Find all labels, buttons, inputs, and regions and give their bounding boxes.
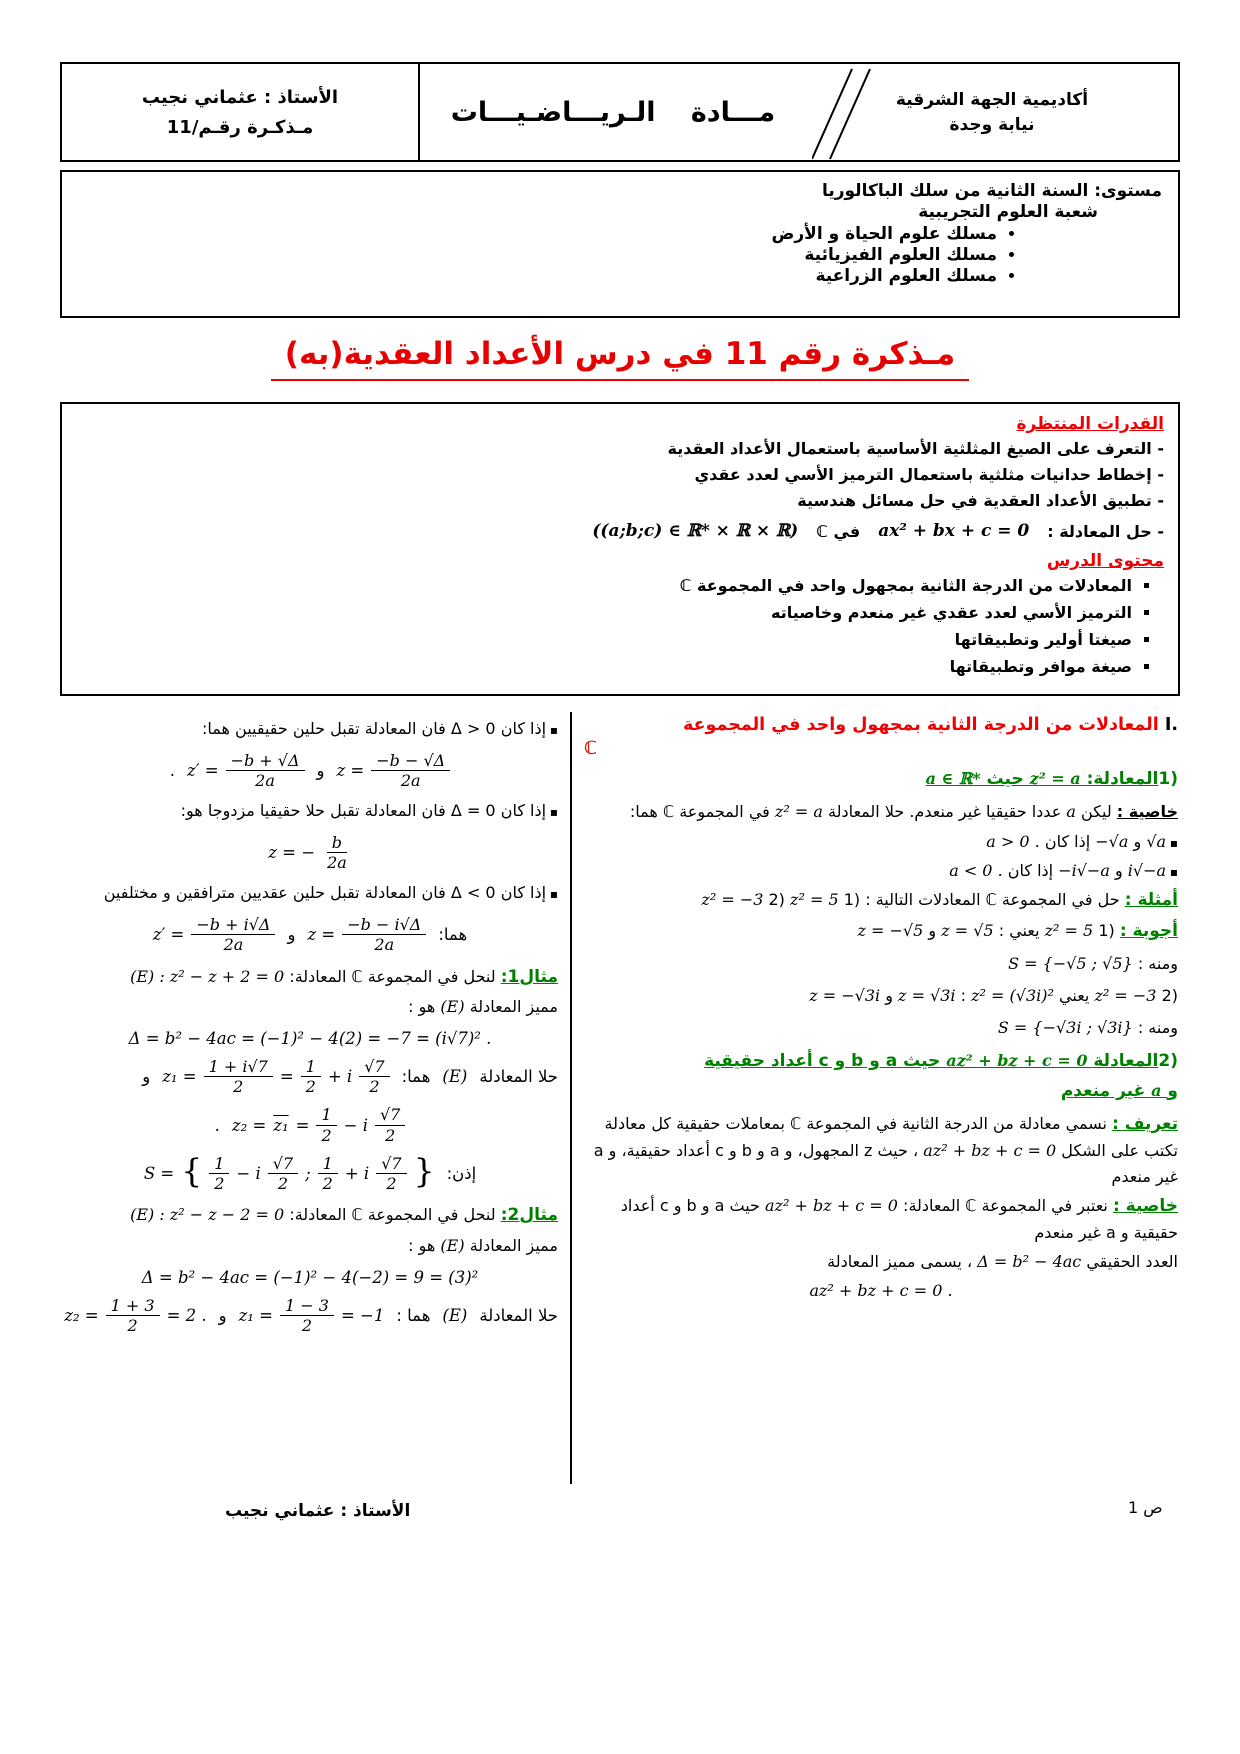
property-1-label: خاصية : — [1116, 802, 1178, 821]
denominator: 2a — [400, 770, 421, 790]
condition-positive: a > 0 . — [986, 831, 1040, 851]
numerator: 1 − 3 — [280, 1296, 334, 1316]
answer-2-solution-1: z = √3i — [898, 986, 956, 1006]
example-1-intro — [62, 964, 558, 992]
solution-z-prime — [187, 751, 305, 790]
z-lhs: z = — [307, 925, 336, 945]
z-lhs: z = − — [268, 843, 316, 863]
example-1-solution-set — [62, 1151, 558, 1193]
and-word: و — [142, 1067, 151, 1087]
equals: = — [279, 1067, 294, 1087]
solution-z1 — [162, 1057, 389, 1096]
heading-1-number: 1) — [1158, 769, 1178, 790]
separator: ; — [305, 1163, 311, 1183]
case-delta-zero — [62, 799, 558, 824]
close-brace: } — [413, 1151, 435, 1191]
definition — [584, 1111, 1178, 1190]
example-equation-2: z² = −3 — [701, 890, 764, 910]
teacher-name: الأستاذ : عثماني نجيب — [141, 86, 339, 108]
property-1-text-b: عددا حقيقيا غير منعدم. حلا المعادلة — [827, 802, 1062, 821]
numerator: −b − i√Δ — [342, 915, 426, 935]
and-word: و — [885, 986, 893, 1006]
numerator: 1 + i√7 — [204, 1057, 273, 1077]
heading-equation-2 — [584, 1047, 1178, 1107]
numerator: √7 — [376, 1154, 406, 1174]
page-number: ص 1 — [1128, 1498, 1163, 1517]
diagonal-lines-decoration — [812, 67, 884, 161]
fraction — [371, 751, 450, 790]
numerator: √7 — [268, 1154, 298, 1174]
denominator: 2a — [374, 935, 395, 955]
minus-i: − i — [343, 1115, 368, 1135]
denominator: 2 — [233, 1077, 244, 1097]
solution-z1 — [239, 1296, 385, 1335]
header-table — [60, 62, 1180, 162]
discriminant-computation: Δ = b² − 4ac = (−1)² − 4(−2) = 9 = (3)² — [141, 1267, 479, 1287]
heading-2-word: المعادلة — [1093, 1051, 1159, 1072]
answer-line-2 — [584, 983, 1178, 1009]
answer-1-index: 1) — [1098, 920, 1115, 940]
and-word: و — [1114, 861, 1123, 881]
fraction — [322, 833, 352, 872]
example-1-text: لنحل في المجموعة ℂ المعادلة: — [289, 966, 496, 986]
academy-delegation: نيابة وجدة — [949, 114, 1035, 135]
example-1-label: مثال1: — [500, 966, 558, 987]
memo-number: مـذكـرة رقـم/11 — [166, 116, 314, 138]
denominator: 2a — [327, 853, 347, 873]
denominator: 2 — [127, 1315, 138, 1335]
answer-2-solution-2: z = −√3i — [809, 986, 881, 1006]
denominator: 2 — [214, 1173, 225, 1193]
set-2-formula: S = {−√3i ; √3i} — [997, 1018, 1133, 1038]
equation-name: (E) — [440, 997, 465, 1017]
example-2-equation: (E) : z² − z − 2 = 0 — [130, 1205, 285, 1225]
case-delta-positive — [62, 717, 558, 742]
numerator: 1 + 3 — [106, 1296, 160, 1316]
column-divider — [570, 712, 572, 1484]
example-2-discriminant — [62, 1268, 558, 1287]
property-2-text-b: حيث a و b و c أعداد حقيقية و a غير منعدم — [620, 1195, 1178, 1243]
examples-text: حل في المجموعة ℂ المعادلات التالية : — [865, 890, 1120, 910]
property-2 — [584, 1193, 1178, 1246]
means-word: يعني — [1059, 986, 1090, 1006]
example-2-label: مثال2: — [500, 1205, 558, 1226]
contents-heading: محتوى الدرس — [1046, 551, 1164, 572]
denominator: 2a — [255, 770, 275, 790]
fraction — [191, 915, 275, 954]
solution-set-1 — [584, 951, 1178, 977]
list-item: ▪ المعادلات من الدرجة الثانية بمجهول واحد في المجموعة ℂ — [76, 574, 1132, 599]
fraction — [280, 1296, 334, 1335]
definition-text-b: ، حيث z المجهول، و a و b و c أعداد حقيقية، و a غير منعدم — [593, 1141, 1178, 1186]
example-index-2: 2) — [768, 890, 785, 910]
property-2-equation: az² + bz + c = 0 — [765, 1195, 898, 1215]
examples-line — [584, 887, 1178, 915]
z1-lhs: z₁ = — [238, 1305, 273, 1325]
main-title — [0, 336, 1240, 381]
heading-2-variable-a: a — [1151, 1080, 1162, 1100]
numerator: √7 — [359, 1057, 389, 1077]
answer-1-equation: z² = 5 — [1044, 920, 1094, 940]
therefore-word: إذن: — [446, 1163, 477, 1183]
lesson-body — [60, 712, 1180, 1484]
fraction — [375, 1105, 405, 1144]
main-title-text: مـذكرة رقم 11 في درس الأعداد العقدية(به) — [271, 336, 969, 381]
case-delta-negative-text: إذا كان Δ < 0 فان المعادلة تقبل حلين عقديين مترافقين و مختلفين — [103, 883, 547, 903]
numerator: −b + i√Δ — [191, 915, 275, 935]
example-1-discriminant-intro — [62, 994, 558, 1020]
and-word: و — [316, 760, 325, 780]
definition-equation: az² + bz + c = 0 — [923, 1141, 1057, 1161]
discriminant-text-b: ، يسمى مميز المعادلة — [827, 1252, 973, 1272]
example-2-intro — [62, 1202, 558, 1230]
example-equation-1: z² = 5 — [790, 890, 839, 910]
definition-label: تعريف : — [1112, 1113, 1178, 1134]
case-a-positive — [584, 828, 1178, 855]
example-2-solutions — [62, 1296, 558, 1335]
numerator: √7 — [375, 1105, 405, 1125]
heading-1-domain: a ∈ ℝ* — [925, 769, 981, 789]
discriminant-of: مميز المعادلة — [469, 1235, 558, 1255]
and-word: و — [928, 920, 937, 940]
capacity-item: - إخطاط حدانيات مثلثية باستعمال الترميز الأسي لعدد عقدي — [694, 464, 1164, 484]
contents-list — [76, 574, 1164, 679]
section-1-title — [584, 712, 1178, 738]
complex-solution-z-prime — [153, 915, 276, 954]
solution-set — [143, 1151, 435, 1193]
discriminant-of-equation — [584, 1278, 1178, 1304]
denominator: 2 — [322, 1173, 333, 1193]
quadratic-formula: ax² + bx + c = 0 — [878, 520, 1030, 541]
heading-2-formula: az² + bz + c = 0 — [946, 1051, 1088, 1071]
heading-1-formula: z² = a — [1029, 769, 1081, 789]
solution-delta-zero — [62, 833, 558, 872]
heading-equation-1 — [584, 765, 1178, 795]
imaginary-root-negative: −i√−a — [1058, 861, 1110, 881]
example-1-solutions — [62, 1057, 558, 1096]
discriminant-definition — [584, 1249, 1178, 1275]
answers-label: أجوبة : — [1119, 920, 1178, 941]
list-item: ▪ صيغة موافر وتطبيقاتها — [76, 655, 1132, 680]
example-2-discriminant-intro — [62, 1233, 558, 1259]
z-prime-lhs: z′ = — [152, 925, 185, 945]
branch-line: شعبة العلوم التجريبية — [918, 202, 1098, 222]
period: . — [214, 1115, 220, 1135]
answer-1-solution-1: z = √5 — [941, 920, 994, 940]
they-are-word: هما: — [401, 1067, 431, 1087]
fraction — [268, 1154, 298, 1193]
fraction — [316, 1105, 336, 1144]
heading-2-nonzero: غير منعدم — [1060, 1080, 1146, 1101]
denominator: 2 — [385, 1125, 396, 1145]
complex-set-symbol: ℂ — [584, 738, 598, 760]
list-item: • مسلك العلوم الزراعية — [78, 266, 997, 286]
plus-i: + i — [344, 1163, 370, 1183]
footer-teacher: الأستاذ : عثماني نجيب — [225, 1501, 411, 1521]
discriminant-text-a: العدد الحقيقي — [1086, 1252, 1178, 1272]
denominator: 2 — [369, 1077, 380, 1097]
solution-z2 — [64, 1296, 206, 1335]
capacities-box — [60, 402, 1180, 696]
if-word: إذا كان — [1007, 861, 1054, 881]
capacity-item: - تطبيق الأعداد العقدية في حل مسائل هندسية — [797, 490, 1164, 510]
condition-negative: a < 0 . — [949, 861, 1003, 881]
z2-lhs: z₂ = — [64, 1305, 99, 1325]
property-1 — [584, 799, 1178, 825]
solutions-delta-negative — [62, 915, 558, 954]
left-column — [60, 712, 570, 1484]
they-are-word: هما : — [396, 1305, 431, 1325]
header-teacher-cell — [62, 64, 420, 160]
numerator: b — [327, 833, 347, 853]
example-1-solution-2 — [62, 1105, 558, 1144]
equation-name: (E) — [440, 1235, 465, 1255]
numerator: 1 — [209, 1154, 229, 1174]
fraction — [301, 1057, 321, 1096]
period: . — [169, 760, 176, 780]
equation-name: (E) — [442, 1305, 468, 1325]
fraction — [359, 1057, 389, 1096]
answer-2-index: 2) — [1161, 986, 1178, 1006]
numerator: −b + √Δ — [226, 751, 305, 771]
equals: = — [295, 1115, 310, 1135]
discriminant-formula: Δ = b² − 4ac — [977, 1252, 1082, 1272]
discriminant-computation: Δ = b² − 4ac = (−1)² − 4(2) = −7 = (i√7)² . — [128, 1028, 492, 1048]
set-lhs: S = — [143, 1163, 175, 1183]
root-positive: √a — [1146, 831, 1167, 851]
list-item: • مسلك علوم الحياة و الأرض — [78, 224, 997, 244]
examples-label: أمثلة : — [1124, 890, 1178, 911]
level-box — [60, 170, 1180, 318]
z1-value: = −1 — [340, 1305, 385, 1325]
section-title-text: المعادلات من الدرجة الثانية بمجهول واحد في المجموعة — [682, 715, 1159, 735]
property-1-text-a: ليكن — [1080, 802, 1112, 821]
case-a-negative — [584, 857, 1178, 884]
discriminant-of: مميز المعادلة — [469, 997, 558, 1017]
minus-i: − i — [236, 1163, 261, 1183]
property-2-label: خاصية : — [1112, 1195, 1178, 1216]
solution-set-2 — [584, 1015, 1178, 1041]
right-column — [572, 712, 1180, 1484]
denominator: 2 — [305, 1077, 316, 1097]
imaginary-root-positive: i√−a — [1127, 861, 1167, 881]
z2-lhs: z₂ = — [231, 1115, 267, 1135]
case-delta-positive-text: إذا كان Δ > 0 فان المعادلة تقبل حلين حقيقيين هما: — [201, 719, 547, 738]
academy-name: أكاديمية الجهة الشرقية — [895, 89, 1089, 110]
quadratic-equation: az² + bz + c = 0 . — [809, 1281, 953, 1301]
heading-2-variables: a و b و c — [818, 1051, 898, 1072]
hence-word: ومنه : — [1137, 1018, 1178, 1038]
set-1-formula: S = {−√5 ; √5} — [1008, 954, 1133, 974]
fraction — [226, 751, 305, 790]
header-subject-cell — [420, 64, 806, 160]
header-academy-cell — [806, 64, 1178, 160]
example-1-discriminant — [62, 1029, 558, 1048]
definition-text-a: نسمي معادلة من الدرجة الثانية في المجموعة ℂ بمعاملات حقيقية كل معادلة تكتب على الشكل — [604, 1113, 1178, 1161]
list-item: ▪ صيغتا أولير وتطبيقاتها — [76, 628, 1132, 653]
z1-lhs: z₁ = — [162, 1067, 197, 1087]
subject-title: مـــادة الـريـــاضـيـــات — [450, 96, 776, 128]
solution-z2 — [232, 1105, 405, 1144]
capacities-heading: القدرات المنتظرة — [1016, 414, 1164, 434]
fraction — [342, 915, 426, 954]
solutions-delta-positive — [62, 751, 558, 790]
property-1-variable: a — [1066, 802, 1076, 821]
example-2-text: لنحل في المجموعة ℂ المعادلة: — [289, 1205, 496, 1225]
heading-2-real: أعداد حقيقية — [704, 1051, 813, 1072]
denominator: 2 — [386, 1173, 397, 1193]
equation-name: (E) — [442, 1067, 468, 1087]
denominator: 2a — [223, 935, 244, 955]
and-word: و — [1133, 831, 1142, 851]
complex-solution-z — [307, 915, 426, 954]
numerator: 1 — [316, 1105, 336, 1125]
open-brace: { — [181, 1151, 203, 1191]
denominator: 2 — [321, 1125, 332, 1145]
property-2-text-a: نعتبر في المجموعة ℂ المعادلة: — [903, 1195, 1108, 1215]
list-item: ▪ الترميز الأسي لعدد عقدي غير منعدم وخاصياته — [76, 601, 1132, 626]
heading-2-and: و — [1167, 1080, 1178, 1101]
level-line: مستوى: السنة الثانية من سلك الباكالوريا — [821, 181, 1162, 201]
in-complex-set: في ℂ — [816, 521, 861, 541]
they-are-word: هما: — [438, 925, 468, 945]
heading-1-where: حيث — [986, 769, 1024, 790]
if-word: إذا كان — [1044, 831, 1091, 851]
section-number: I. — [1164, 715, 1178, 735]
coefficients-domain: ((a;b;c) ∈ ℝ* × ℝ × ℝ) — [592, 520, 799, 541]
case-delta-negative — [62, 881, 558, 906]
fraction — [204, 1057, 273, 1096]
z-prime-lhs: z′ = — [187, 760, 219, 780]
solution-z — [336, 751, 450, 790]
fraction — [106, 1296, 160, 1335]
numerator: 1 — [301, 1057, 321, 1077]
means-word: يعني : — [998, 920, 1040, 940]
plus-i: + i — [327, 1067, 353, 1087]
example-index-1: 1) — [843, 890, 861, 910]
z2-value: = 2 . — [166, 1305, 207, 1325]
and-word: و — [218, 1305, 227, 1325]
capacity-item-equation — [76, 514, 1164, 550]
property-1-equation: z² = a — [774, 802, 823, 821]
conjugate-z1: z₁ — [273, 1115, 289, 1135]
numerator: −b − √Δ — [371, 751, 450, 771]
answer-2-equation: z² = −3 — [1094, 986, 1157, 1006]
solutions-of: حلا المعادلة — [479, 1305, 558, 1325]
list-item: • مسلك العلوم الفيزيائية — [78, 245, 997, 265]
denominator: 2 — [301, 1315, 313, 1335]
answer-1-solution-2: z = −√5 — [857, 920, 924, 940]
property-1-text-c: في المجموعة ℂ هما: — [629, 802, 770, 821]
solutions-of: حلا المعادلة — [479, 1067, 558, 1087]
fraction — [318, 1154, 338, 1193]
capacity-item: - التعرف على الصيغ المثلثية الأساسية باستعمال الأعداد العقدية — [667, 439, 1164, 458]
heading-2-where: حيث — [903, 1051, 941, 1072]
hence-word: ومنه : — [1137, 954, 1178, 974]
equation-prefix: - حل المعادلة : — [1047, 521, 1164, 541]
is-word: هو : — [408, 1235, 436, 1255]
example-1-equation: (E) : z² − z + 2 = 0 — [130, 966, 285, 986]
root-negative: −√a — [1095, 831, 1129, 851]
and-word: و — [287, 925, 296, 945]
heading-2-number: 2) — [1158, 1051, 1178, 1072]
heading-1-word: المعادلة: — [1086, 769, 1159, 790]
double-root — [268, 833, 352, 872]
fraction — [209, 1154, 229, 1193]
denominator: 2 — [277, 1173, 289, 1193]
fraction — [376, 1154, 406, 1193]
colon: : — [960, 986, 967, 1006]
is-word: هو : — [408, 997, 436, 1017]
z-lhs: z = — [336, 760, 365, 780]
numerator: 1 — [318, 1154, 338, 1174]
answer-2-rewrite: z² = (√3i)² — [971, 986, 1054, 1006]
answer-line-1 — [584, 918, 1178, 946]
tracks-list — [78, 224, 1162, 286]
case-delta-zero-text: إذا كان Δ = 0 فان المعادلة تقبل حلا حقيقيا مزدوجا هو: — [180, 801, 547, 821]
